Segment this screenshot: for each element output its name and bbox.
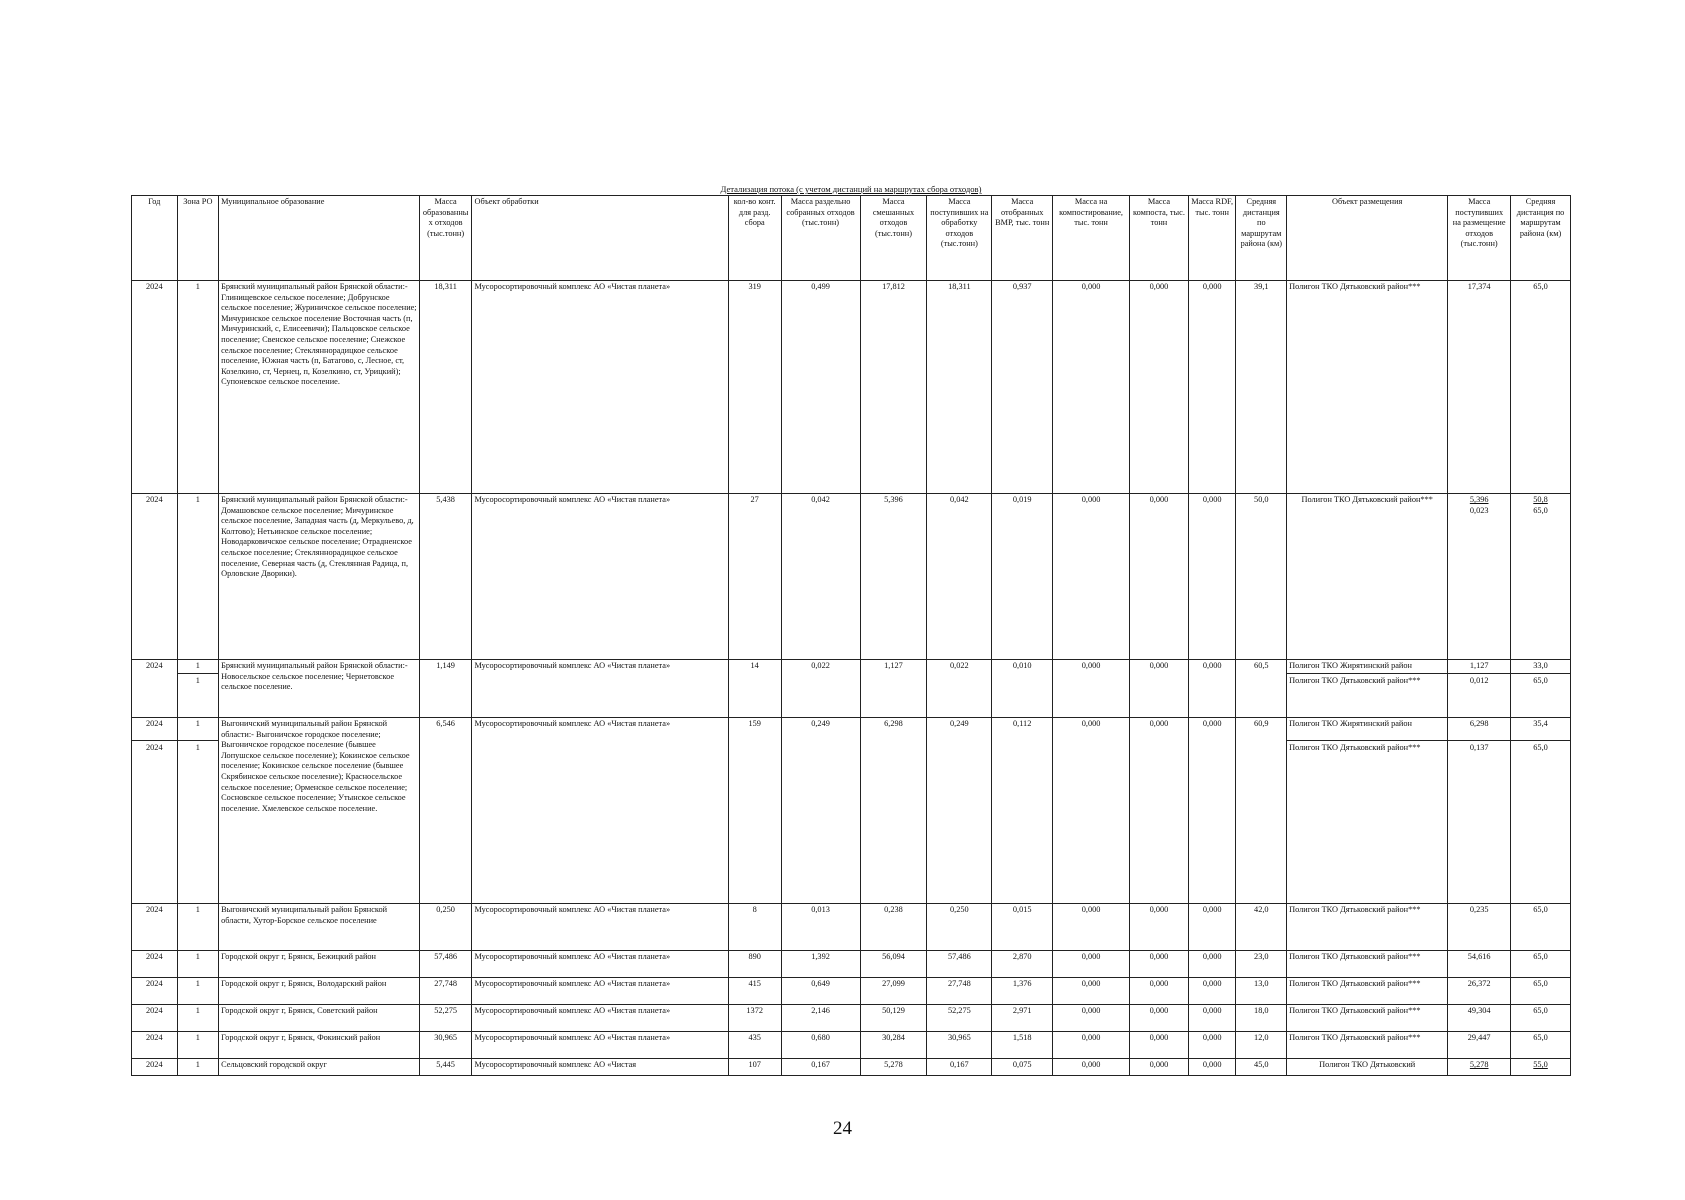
- landfill-name: Полигон ТКО Дятьковский район***: [1301, 495, 1433, 504]
- col-compost-in: Масса на компостирование, тыс. тонн: [1053, 196, 1130, 281]
- cell-landfill-mass: 29,447: [1448, 1032, 1511, 1059]
- col-year: Год: [132, 196, 178, 281]
- cell-compost: 0,000: [1130, 494, 1189, 660]
- cell-compost-in: 0,000: [1053, 718, 1130, 904]
- cell-distance: 23,0: [1236, 951, 1287, 978]
- landfill-distance: 65,0: [1511, 673, 1570, 687]
- landfill-mass: 17,374: [1467, 282, 1491, 291]
- cell-zone: 1: [177, 494, 219, 660]
- cell-municipality: Брянский муниципальный район Брянской области:- Новосельское сельское поселение; Чернетовское сельское поселение.: [219, 660, 420, 718]
- cell-separate: 0,249: [781, 718, 860, 904]
- cell-compost: 0,000: [1130, 951, 1189, 978]
- cell-mass-generated: 27,748: [419, 978, 472, 1005]
- cell-landfill: Полигон ТКО Дятьковский район***: [1287, 978, 1448, 1005]
- landfill-mass: 0,023: [1469, 505, 1489, 515]
- cell-mixed: 6,298: [860, 718, 927, 904]
- cell-distance: 18,0: [1236, 1005, 1287, 1032]
- zone-value: 1: [178, 740, 219, 754]
- cell-to-processing: 30,965: [927, 1032, 992, 1059]
- cell-containers: 890: [728, 951, 781, 978]
- cell-compost: 0,000: [1130, 904, 1189, 951]
- cell-vmr: 2,971: [992, 1005, 1053, 1032]
- landfill-name: Полигон ТКО Дятьковский район***: [1287, 740, 1447, 754]
- cell-mass-generated: 57,486: [419, 951, 472, 978]
- col-distance: Средняя дистанция по маршрутам района (км): [1236, 196, 1287, 281]
- landfill-name: Полигон ТКО Жирятинский район: [1289, 661, 1412, 670]
- cell-zone: 1: [177, 904, 219, 951]
- cell-mixed: 5,396: [860, 494, 927, 660]
- landfill-distance: 33,0: [1533, 661, 1548, 670]
- cell-mixed: 56,094: [860, 951, 927, 978]
- year-value: 2024: [132, 740, 177, 754]
- cell-compost: 0,000: [1130, 1032, 1189, 1059]
- table-row: [132, 718, 1571, 904]
- col-facility: Объект обработки: [472, 196, 728, 281]
- col-compost: Масса компоста, тыс. тонн: [1130, 196, 1189, 281]
- col-to-processing: Масса поступивших на обработку отходов (тыс.тонн): [927, 196, 992, 281]
- cell-landfill: [1287, 281, 1448, 494]
- year-value: 2024: [146, 719, 163, 728]
- cell-facility: Мусоросортировочный комплекс АО «Чистая планета»: [472, 281, 728, 494]
- cell-compost-in: 0,000: [1053, 494, 1130, 660]
- cell-facility: Мусоросортировочный комплекс АО «Чистая планета»: [472, 1032, 728, 1059]
- col-municipality: Муниципальное образование: [219, 196, 420, 281]
- cell-vmr: 0,019: [992, 494, 1053, 660]
- cell-to-processing: 0,022: [927, 660, 992, 718]
- cell-containers: 1372: [728, 1005, 781, 1032]
- cell-separate: 0,042: [781, 494, 860, 660]
- col-separate: Масса раздельно собранных отходов (тыс.тонн): [781, 196, 860, 281]
- cell-to-processing: 0,250: [927, 904, 992, 951]
- cell-mass-generated: 6,546: [419, 718, 472, 904]
- cell-containers: 8: [728, 904, 781, 951]
- cell-compost-in: 0,000: [1053, 281, 1130, 494]
- cell-facility: Мусоросортировочный комплекс АО «Чистая планета»: [472, 660, 728, 718]
- cell-separate: 1,392: [781, 951, 860, 978]
- cell-facility: Мусоросортировочный комплекс АО «Чистая: [472, 1059, 728, 1076]
- cell-rdf: 0,000: [1188, 951, 1236, 978]
- cell-mass-generated: 1,149: [419, 660, 472, 718]
- cell-landfill: [1287, 718, 1448, 904]
- landfill-distance: 50,8: [1533, 495, 1548, 504]
- cell-vmr: 1,518: [992, 1032, 1053, 1059]
- cell-compost-in: 0,000: [1053, 1005, 1130, 1032]
- cell-distance: 42,0: [1236, 904, 1287, 951]
- cell-compost: 0,000: [1130, 281, 1189, 494]
- cell-vmr: 0,112: [992, 718, 1053, 904]
- cell-landfill-distance: [1511, 904, 1571, 951]
- cell-separate: 0,022: [781, 660, 860, 718]
- cell-zone: 1: [177, 951, 219, 978]
- landfill-name: Полигон ТКО Дятьковский район***: [1289, 282, 1421, 291]
- waste-flow-table: [131, 195, 1571, 1076]
- cell-landfill-distance: 65,0: [1511, 1032, 1571, 1059]
- table-row: [132, 281, 1571, 494]
- zone-value: 1: [178, 673, 219, 687]
- cell-year: 2024: [132, 978, 178, 1005]
- cell-containers: 14: [728, 660, 781, 718]
- cell-containers: 435: [728, 1032, 781, 1059]
- cell-mass-generated: 5,438: [419, 494, 472, 660]
- table-row: [132, 978, 1571, 1005]
- cell-zone: 1: [177, 978, 219, 1005]
- cell-compost-in: 0,000: [1053, 1059, 1130, 1076]
- cell-landfill-distance: [1511, 718, 1571, 904]
- cell-municipality: Брянский муниципальный район Брянской области:- Глинищевское сельское поселение; Добрунское сельское поселение; Журиничское сельское поселение; Мичуринское сельское поселение Восточная часть (п, Мичуринский, с, Елисеевичи); Пальцовское сельское поселение; Свенское сельское поселение; Снежское сельское поселение; Стекляннорадицкое сельское поселение, Южная часть (п, Батагово, с, Лесное, ст, Козелкино, ст, Чернец, п, Козелкино, ст, Урицкий); Супоневское сельское поселение.: [219, 281, 420, 494]
- cell-year: 2024: [132, 904, 178, 951]
- cell-compost: 0,000: [1130, 660, 1189, 718]
- cell-landfill-distance: [1511, 494, 1571, 660]
- cell-mixed: 30,284: [860, 1032, 927, 1059]
- cell-compost: 0,000: [1130, 1005, 1189, 1032]
- cell-to-processing: 52,275: [927, 1005, 992, 1032]
- header-row: [132, 196, 1571, 281]
- cell-landfill-mass: [1448, 904, 1511, 951]
- cell-containers: 27: [728, 494, 781, 660]
- cell-municipality: Сельцовский городской округ: [219, 1059, 420, 1076]
- col-mass-generated: Масса образованных отходов (тыс.тонн): [419, 196, 472, 281]
- cell-separate: 0,680: [781, 1032, 860, 1059]
- cell-mass-generated: 5,445: [419, 1059, 472, 1076]
- cell-mass-generated: 30,965: [419, 1032, 472, 1059]
- cell-distance: 60,9: [1236, 718, 1287, 904]
- cell-distance: 60,5: [1236, 660, 1287, 718]
- cell-rdf: 0,000: [1188, 1059, 1236, 1076]
- cell-municipality: Выгоничский муниципальный район Брянской области:- Выгоничское городское поселение; Выгоничское городское поселение (бывшее Лопушское сельское поселение); Кокинское сельское поселение; Кокинское сельское поселение (бывшее Скрябинское сельское поселение); Красносельское сельское поселение; Орменское сельское поселение; Сосновское сельское поселение; Утынское сельское поселение. Хмелевское сельское поселение.: [219, 718, 420, 904]
- cell-mass-generated: 18,311: [419, 281, 472, 494]
- cell-rdf: 0,000: [1188, 660, 1236, 718]
- landfill-mass: 0,235: [1469, 905, 1489, 914]
- cell-landfill-distance: 65,0: [1511, 951, 1571, 978]
- cell-landfill-distance: [1511, 660, 1571, 718]
- cell-mass-generated: 52,275: [419, 1005, 472, 1032]
- table-row: [132, 494, 1571, 660]
- cell-landfill: Полигон ТКО Дятьковский район***: [1287, 1032, 1448, 1059]
- cell-to-processing: 18,311: [927, 281, 992, 494]
- cell-compost-in: 0,000: [1053, 660, 1130, 718]
- cell-separate: 0,167: [781, 1059, 860, 1076]
- cell-vmr: 1,376: [992, 978, 1053, 1005]
- landfill-distance: 65,0: [1533, 282, 1548, 291]
- cell-year: 2024: [132, 281, 178, 494]
- cell-separate: 0,649: [781, 978, 860, 1005]
- cell-rdf: 0,000: [1188, 281, 1236, 494]
- col-containers: кол-во конт. для разд. сбора: [728, 196, 781, 281]
- cell-to-processing: 27,748: [927, 978, 992, 1005]
- landfill-mass: 5,396: [1469, 495, 1489, 504]
- cell-rdf: 0,000: [1188, 1032, 1236, 1059]
- cell-facility: Мусоросортировочный комплекс АО «Чистая планета»: [472, 494, 728, 660]
- cell-landfill-distance: 55,0: [1511, 1059, 1571, 1076]
- landfill-distance: 65,0: [1511, 740, 1570, 754]
- cell-landfill-distance: 65,0: [1511, 1005, 1571, 1032]
- table-caption: Детализация потока (с учетом дистанций на маршрутах сбора отходов): [720, 184, 982, 194]
- landfill-name: Полигон ТКО Дятьковский район***: [1289, 905, 1421, 914]
- cell-year: 2024: [132, 951, 178, 978]
- col-landfill: Объект размещения: [1287, 196, 1448, 281]
- cell-landfill-mass: 54,616: [1448, 951, 1511, 978]
- cell-vmr: 0,015: [992, 904, 1053, 951]
- cell-facility: Мусоросортировочный комплекс АО «Чистая планета»: [472, 904, 728, 951]
- zone-value: 1: [195, 661, 200, 670]
- cell-zone: [177, 718, 219, 904]
- cell-mixed: 17,812: [860, 281, 927, 494]
- cell-landfill: Полигон ТКО Дятьковский: [1287, 1059, 1448, 1076]
- cell-municipality: Брянский муниципальный район Брянской области:- Домашовское сельское поселение; Мичуринское сельское поселение, Западная часть (д, Меркульево, д, Колтово); Нетьинское сельское поселение; Новодарковичское сельское поселение; Отрадненское сельское поселение; Стекляннорадицкое сельское поселение, Северная часть (д, Стеклянная Радица, п, Орловские Дворики).: [219, 494, 420, 660]
- cell-landfill-mass: 49,304: [1448, 1005, 1511, 1032]
- col-rdf: Масса RDF, тыс. тонн: [1188, 196, 1236, 281]
- cell-year: 2024: [132, 494, 178, 660]
- cell-separate: 0,499: [781, 281, 860, 494]
- cell-containers: 319: [728, 281, 781, 494]
- cell-zone: 1: [177, 1005, 219, 1032]
- cell-landfill-distance: 65,0: [1511, 978, 1571, 1005]
- cell-municipality: Городской округ г, Брянск, Володарский район: [219, 978, 420, 1005]
- cell-landfill: [1287, 660, 1448, 718]
- cell-to-processing: 57,486: [927, 951, 992, 978]
- col-vmr: Масса отобранных ВМР, тыс. тонн: [992, 196, 1053, 281]
- cell-landfill: [1287, 494, 1448, 660]
- landfill-name: Полигон ТКО Дятьковский район***: [1287, 673, 1447, 687]
- landfill-mass: 6,298: [1469, 719, 1489, 728]
- cell-rdf: 0,000: [1188, 1005, 1236, 1032]
- cell-municipality: Городской округ г, Брянск, Бежицкий район: [219, 951, 420, 978]
- cell-year: 2024: [132, 1032, 178, 1059]
- landfill-distance: 65,0: [1533, 905, 1548, 914]
- cell-landfill-mass: 5,278: [1448, 1059, 1511, 1076]
- cell-vmr: 0,010: [992, 660, 1053, 718]
- cell-facility: Мусоросортировочный комплекс АО «Чистая планета»: [472, 1005, 728, 1032]
- cell-landfill-mass: [1448, 281, 1511, 494]
- cell-rdf: 0,000: [1188, 978, 1236, 1005]
- cell-compost: 0,000: [1130, 1059, 1189, 1076]
- table-row: [132, 660, 1571, 718]
- landfill-mass: 0,012: [1448, 673, 1510, 687]
- col-zone: Зона РО: [177, 196, 219, 281]
- cell-landfill-mass: 26,372: [1448, 978, 1511, 1005]
- cell-municipality: Выгоничский муниципальный район Брянской области, Хутор-Борское сельское поселение: [219, 904, 420, 951]
- cell-facility: Мусоросортировочный комплекс АО «Чистая планета»: [472, 718, 728, 904]
- zone-value: 1: [195, 719, 200, 728]
- landfill-name: Полигон ТКО Жирятинский район: [1289, 719, 1412, 728]
- cell-landfill: Полигон ТКО Дятьковский район***: [1287, 1005, 1448, 1032]
- cell-compost-in: 0,000: [1053, 904, 1130, 951]
- cell-mixed: 0,238: [860, 904, 927, 951]
- col-landfill-mass: Масса поступивших на размещение отходов (тыс.тонн): [1448, 196, 1511, 281]
- cell-distance: 12,0: [1236, 1032, 1287, 1059]
- cell-zone: 1: [177, 1032, 219, 1059]
- cell-mass-generated: 0,250: [419, 904, 472, 951]
- cell-containers: 107: [728, 1059, 781, 1076]
- cell-distance: 50,0: [1236, 494, 1287, 660]
- cell-compost-in: 0,000: [1053, 978, 1130, 1005]
- cell-facility: Мусоросортировочный комплекс АО «Чистая планета»: [472, 978, 728, 1005]
- table-row: [132, 1059, 1571, 1076]
- cell-vmr: 0,075: [992, 1059, 1053, 1076]
- landfill-distance: 65,0: [1533, 505, 1548, 515]
- cell-facility: Мусоросортировочный комплекс АО «Чистая планета»: [472, 951, 728, 978]
- cell-to-processing: 0,042: [927, 494, 992, 660]
- col-landfill-distance: Средняя дистанция по маршрутам района (км): [1511, 196, 1571, 281]
- table-row: [132, 1005, 1571, 1032]
- cell-mixed: 5,278: [860, 1059, 927, 1076]
- cell-rdf: 0,000: [1188, 718, 1236, 904]
- cell-mixed: 27,099: [860, 978, 927, 1005]
- cell-year: [132, 718, 178, 904]
- cell-containers: 415: [728, 978, 781, 1005]
- table-row: [132, 951, 1571, 978]
- cell-compost: 0,000: [1130, 978, 1189, 1005]
- cell-to-processing: 0,249: [927, 718, 992, 904]
- cell-zone: [177, 660, 219, 718]
- cell-vmr: 2,870: [992, 951, 1053, 978]
- cell-distance: 13,0: [1236, 978, 1287, 1005]
- cell-to-processing: 0,167: [927, 1059, 992, 1076]
- cell-separate: 2,146: [781, 1005, 860, 1032]
- col-mixed: Масса смешанных отходов (тыс.тонн): [860, 196, 927, 281]
- cell-zone: 1: [177, 281, 219, 494]
- page-number: 24: [833, 1118, 852, 1139]
- cell-municipality: Городской округ г, Брянск, Фокинский район: [219, 1032, 420, 1059]
- cell-year: 2024: [132, 660, 178, 718]
- cell-landfill: [1287, 904, 1448, 951]
- cell-vmr: 0,937: [992, 281, 1053, 494]
- cell-distance: 39,1: [1236, 281, 1287, 494]
- landfill-mass: 0,137: [1448, 740, 1510, 754]
- cell-separate: 0,013: [781, 904, 860, 951]
- cell-rdf: 0,000: [1188, 904, 1236, 951]
- cell-compost-in: 0,000: [1053, 1032, 1130, 1059]
- cell-landfill-mass: [1448, 660, 1511, 718]
- table-row: [132, 904, 1571, 951]
- cell-landfill-mass: [1448, 718, 1511, 904]
- cell-containers: 159: [728, 718, 781, 904]
- cell-compost: 0,000: [1130, 718, 1189, 904]
- cell-municipality: Городской округ г, Брянск, Советский район: [219, 1005, 420, 1032]
- cell-landfill: Полигон ТКО Дятьковский район***: [1287, 951, 1448, 978]
- cell-mixed: 1,127: [860, 660, 927, 718]
- cell-year: 2024: [132, 1005, 178, 1032]
- cell-rdf: 0,000: [1188, 494, 1236, 660]
- landfill-mass: 1,127: [1469, 661, 1489, 670]
- cell-distance: 45,0: [1236, 1059, 1287, 1076]
- cell-year: 2024: [132, 1059, 178, 1076]
- cell-compost-in: 0,000: [1053, 951, 1130, 978]
- cell-landfill-mass: [1448, 494, 1511, 660]
- table-row: [132, 1032, 1571, 1059]
- cell-zone: 1: [177, 1059, 219, 1076]
- landfill-distance: 35,4: [1533, 719, 1548, 728]
- cell-mixed: 50,129: [860, 1005, 927, 1032]
- cell-landfill-distance: [1511, 281, 1571, 494]
